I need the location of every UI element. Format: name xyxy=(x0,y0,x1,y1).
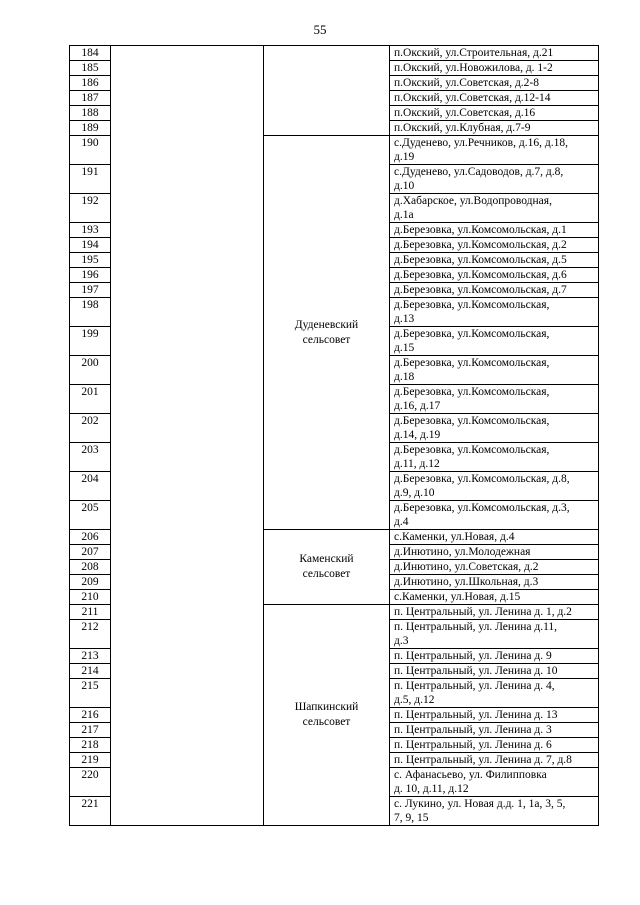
row-number-cell: 195 xyxy=(70,253,111,268)
address-cell: п.Окский, ул.Советская, д.12-14 xyxy=(390,91,599,106)
council-cell: Дуденевский сельсовет xyxy=(264,136,390,530)
row-number-cell: 212 xyxy=(70,620,111,649)
row-number-cell: 210 xyxy=(70,590,111,605)
address-cell: д.Березовка, ул.Комсомольская, д.15 xyxy=(390,327,599,356)
address-cell: п. Центральный, ул. Ленина д. 7, д.8 xyxy=(390,753,599,768)
address-cell: д.Березовка, ул.Комсомольская, д.8, д.9, д.10 xyxy=(390,472,599,501)
row-number-cell: 218 xyxy=(70,738,111,753)
address-table-body xyxy=(70,46,599,826)
address-cell: п. Центральный, ул. Ленина д. 10 xyxy=(390,664,599,679)
address-cell: п. Центральный, ул. Ленина д.11, д.3 xyxy=(390,620,599,649)
row-number-cell: 219 xyxy=(70,753,111,768)
address-table xyxy=(69,45,599,826)
row-number-cell: 200 xyxy=(70,356,111,385)
address-cell: п.Окский, ул.Новожилова, д. 1-2 xyxy=(390,61,599,76)
address-cell: д.Березовка, ул.Комсомольская, д.11, д.12 xyxy=(390,443,599,472)
row-number-cell: 201 xyxy=(70,385,111,414)
address-cell: д.Березовка, ул.Комсомольская, д.7 xyxy=(390,283,599,298)
address-cell: с.Каменки, ул.Новая, д.15 xyxy=(390,590,599,605)
page-number: 55 xyxy=(313,22,327,37)
address-cell: с.Дуденево, ул.Садоводов, д.7, д.8, д.10 xyxy=(390,165,599,194)
row-number-cell: 197 xyxy=(70,283,111,298)
row-number-cell: 202 xyxy=(70,414,111,443)
address-cell: д.Березовка, ул.Комсомольская, д.14, д.19 xyxy=(390,414,599,443)
district-cell xyxy=(111,46,264,826)
address-cell: п. Центральный, ул. Ленина д. 3 xyxy=(390,723,599,738)
row-number-cell: 189 xyxy=(70,121,111,136)
address-cell: д.Хабарское, ул.Водопроводная, д.1а xyxy=(390,194,599,223)
row-number-cell: 196 xyxy=(70,268,111,283)
row-number-cell: 216 xyxy=(70,708,111,723)
council-cell: Шапкинский сельсовет xyxy=(264,605,390,826)
address-cell: д.Березовка, ул.Комсомольская, д.16, д.17 xyxy=(390,385,599,414)
address-cell: п.Окский, ул.Клубная, д.7-9 xyxy=(390,121,599,136)
address-cell: д.Инютино, ул.Школьная, д.3 xyxy=(390,575,599,590)
table-row xyxy=(70,46,599,61)
address-cell: д.Березовка, ул.Комсомольская, д.2 xyxy=(390,238,599,253)
row-number-cell: 203 xyxy=(70,443,111,472)
row-number-cell: 192 xyxy=(70,194,111,223)
row-number-cell: 217 xyxy=(70,723,111,738)
address-cell: п. Центральный, ул. Ленина д. 13 xyxy=(390,708,599,723)
row-number-cell: 220 xyxy=(70,768,111,797)
address-cell: с.Дуденево, ул.Речников, д.16, д.18, д.19 xyxy=(390,136,599,165)
row-number-cell: 186 xyxy=(70,76,111,91)
row-number-cell: 188 xyxy=(70,106,111,121)
address-cell: д.Березовка, ул.Комсомольская, д.3, д.4 xyxy=(390,501,599,530)
address-cell: д.Березовка, ул.Комсомольская, д.18 xyxy=(390,356,599,385)
address-cell: п. Центральный, ул. Ленина д. 9 xyxy=(390,649,599,664)
row-number-cell: 207 xyxy=(70,545,111,560)
address-cell: с. Афанасьево, ул. Филипповка д. 10, д.11, д.12 xyxy=(390,768,599,797)
address-cell: п. Центральный, ул. Ленина д. 6 xyxy=(390,738,599,753)
row-number-cell: 205 xyxy=(70,501,111,530)
row-number-cell: 208 xyxy=(70,560,111,575)
address-cell: с. Лукино, ул. Новая д.д. 1, 1а, 3, 5, 7, 9, 15 xyxy=(390,797,599,826)
address-cell: с.Каменки, ул.Новая, д.4 xyxy=(390,530,599,545)
row-number-cell: 184 xyxy=(70,46,111,61)
address-cell: п. Центральный, ул. Ленина д. 1, д.2 xyxy=(390,605,599,620)
row-number-cell: 213 xyxy=(70,649,111,664)
address-cell: д.Березовка, ул.Комсомольская, д.1 xyxy=(390,223,599,238)
row-number-cell: 190 xyxy=(70,136,111,165)
address-cell: д.Березовка, ул.Комсомольская, д.6 xyxy=(390,268,599,283)
row-number-cell: 194 xyxy=(70,238,111,253)
address-cell: п. Центральный, ул. Ленина д. 4, д.5, д.12 xyxy=(390,679,599,708)
address-cell: д.Инютино, ул.Советская, д.2 xyxy=(390,560,599,575)
row-number-cell: 221 xyxy=(70,797,111,826)
row-number-cell: 193 xyxy=(70,223,111,238)
row-number-cell: 187 xyxy=(70,91,111,106)
row-number-cell: 215 xyxy=(70,679,111,708)
row-number-cell: 191 xyxy=(70,165,111,194)
council-cell: Каменский сельсовет xyxy=(264,530,390,605)
row-number-cell: 204 xyxy=(70,472,111,501)
row-number-cell: 214 xyxy=(70,664,111,679)
address-cell: п.Окский, ул.Советская, д.16 xyxy=(390,106,599,121)
row-number-cell: 209 xyxy=(70,575,111,590)
address-cell: д.Березовка, ул.Комсомольская, д.13 xyxy=(390,298,599,327)
address-cell: п.Окский, ул.Строительная, д.21 xyxy=(390,46,599,61)
address-cell: п.Окский, ул.Советская, д.2-8 xyxy=(390,76,599,91)
row-number-cell: 199 xyxy=(70,327,111,356)
address-cell: д.Березовка, ул.Комсомольская, д.5 xyxy=(390,253,599,268)
row-number-cell: 198 xyxy=(70,298,111,327)
row-number-cell: 206 xyxy=(70,530,111,545)
council-cell xyxy=(264,46,390,136)
address-cell: д.Инютино, ул.Молодежная xyxy=(390,545,599,560)
row-number-cell: 185 xyxy=(70,61,111,76)
row-number-cell: 211 xyxy=(70,605,111,620)
